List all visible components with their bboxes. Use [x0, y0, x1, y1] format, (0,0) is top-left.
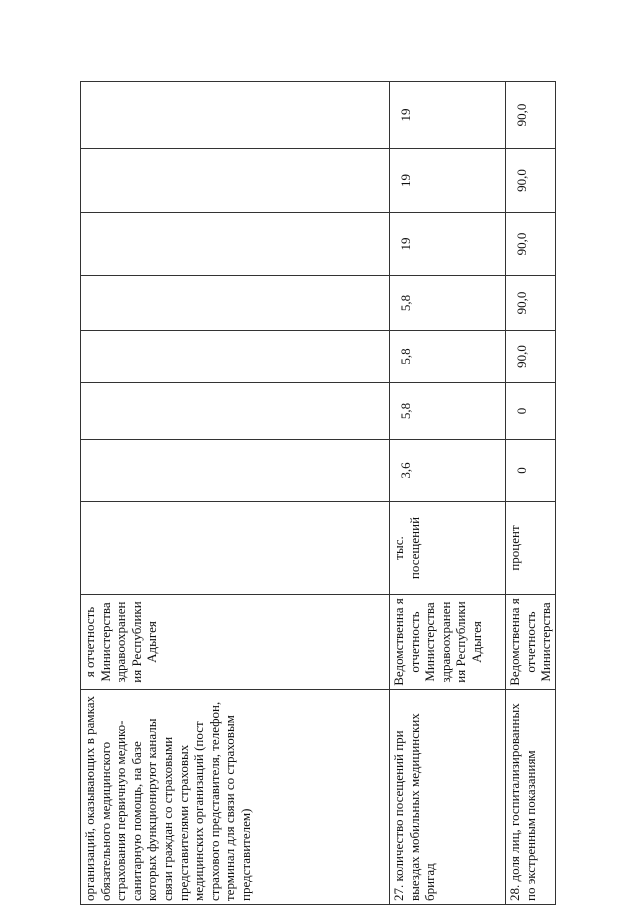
value-cell: 90,0 [506, 276, 556, 331]
value-cell [81, 213, 390, 276]
indicator-cell: организаций, оказывающих в рамках обязательного медицинского страхования первичную медико-санитарную помощь, на базе которых функционируют каналы связи граждан со страховыми представителями страховых медицинских организаций (пост страхового представителя, телефон, терминал для связи со страховым представителем) [81, 690, 390, 905]
value-cell: 5,8 [390, 331, 506, 383]
value-cell: 5,8 [390, 276, 506, 331]
value-cell: 19 [390, 82, 506, 149]
unit-cell [81, 502, 390, 595]
value-cell: 3,6 [390, 440, 506, 502]
unit-cell: процент [506, 502, 556, 595]
value-cell: 5,8 [390, 383, 506, 440]
unit-cell: тыс. посещений [390, 502, 506, 595]
indicator-cell: 28. доля лиц, госпитализированных по экстренным показаниям [506, 690, 556, 905]
rotated-table-container [80, 82, 554, 905]
value-cell [81, 149, 390, 213]
value-cell [81, 82, 390, 149]
source-cell: я отчетность Министерства здравоохранен ия Республики Адыгея [81, 595, 390, 690]
value-cell: 90,0 [506, 213, 556, 276]
source-cell: Ведомственна я отчетность Министерства здравоохранен ия Республики Адыгея [390, 595, 506, 690]
value-cell: 90,0 [506, 331, 556, 383]
value-cell [81, 440, 390, 502]
value-cell [81, 276, 390, 331]
value-cell: 90,0 [506, 149, 556, 213]
indicator-cell: 27. количество посещений при выездах мобильных медицинских бригад [390, 690, 506, 905]
value-cell [81, 331, 390, 383]
value-cell: 0 [506, 383, 556, 440]
indicators-table [80, 81, 556, 905]
value-cell: 0 [506, 440, 556, 502]
value-cell: 19 [390, 149, 506, 213]
source-cell: Ведомственна я отчетность Министерства [506, 595, 556, 690]
table-row [81, 82, 390, 905]
table-row [506, 82, 556, 905]
value-cell [81, 383, 390, 440]
table-row [390, 82, 506, 905]
value-cell: 19 [390, 213, 506, 276]
value-cell: 90,0 [506, 82, 556, 149]
